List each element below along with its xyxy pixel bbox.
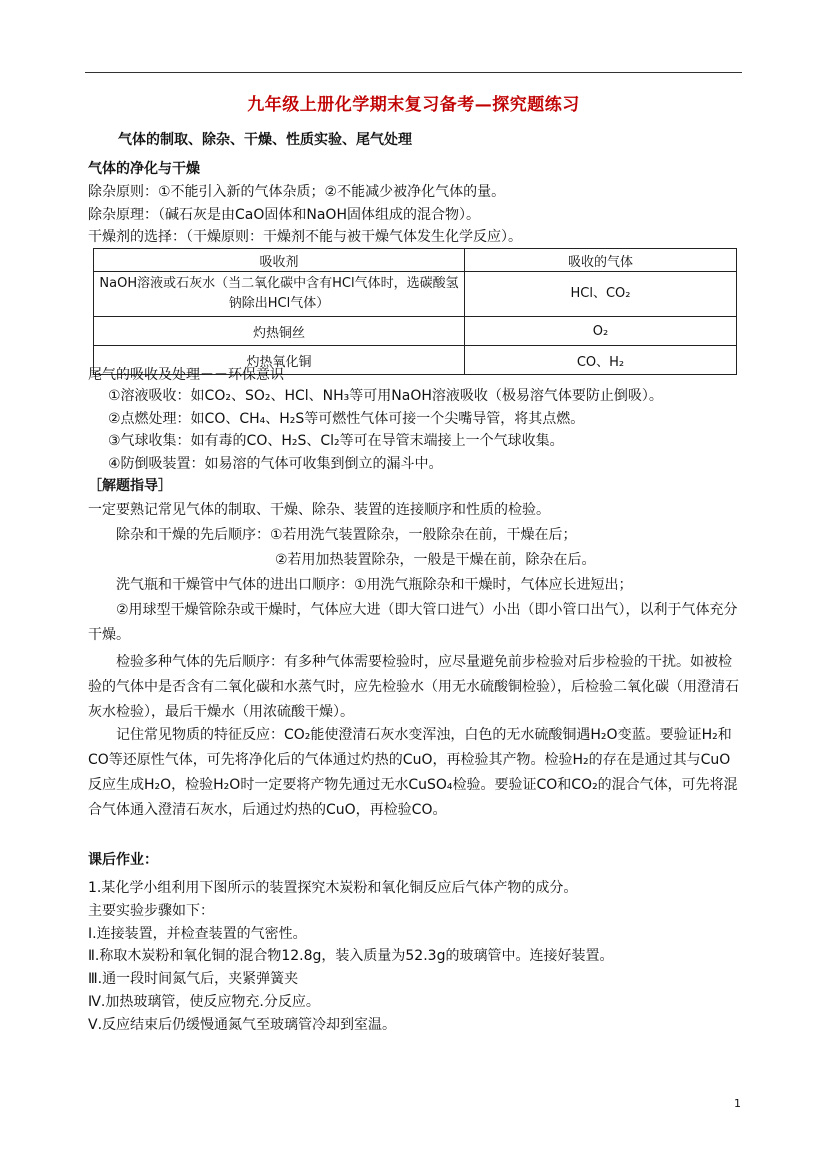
subtitle: 气体的制取、除杂、干燥、性质实验、尾气处理 <box>118 132 412 148</box>
header-rule <box>85 72 742 73</box>
tail-gas-item: ②点燃处理：如CO、CH₄、H₂S等可燃性气体可接一个尖嘴导管，将其点燃。 <box>108 411 585 427</box>
step-item: Ⅰ.连接装置，并检查装置的气密性。 <box>88 926 307 942</box>
guide-check-order: 检验多种气体的先后顺序：有多种气体需要检验时，应尽量避免前步检验对后步检验的干扰。如被检验的气体中是否含有二氧化碳和水蒸气时，应先检验水（用无水硫酸铜检验），后检验二氧化碳（用澄清石灰水检验），最后干燥水（用浓硫酸干燥）。 <box>88 654 739 720</box>
absorbent-table <box>93 248 737 375</box>
removal-principle: 除杂原则：①不能引入新的气体杂质；②不能减少被净化气体的量。 <box>88 184 506 200</box>
guide-intro: 一定要熟记常见气体的制取、干燥、除杂、装置的连接顺序和性质的检验。 <box>88 502 550 518</box>
page-title: 九年级上册化学期末复习备考—探究题练习 <box>247 95 580 115</box>
guide-heading: ［解题指导］ <box>88 478 172 494</box>
tail-gas-item: ③气球收集：如有毒的CO、H₂S、Cl₂等可在导管末端接上一个气球收集。 <box>108 433 564 449</box>
table-header-absorbent: 吸收剂 <box>94 249 465 272</box>
table-header-row <box>94 249 737 272</box>
steps-intro: 主要实验步骤如下： <box>88 903 214 919</box>
step-item: Ⅲ.通一段时间氮气后，夹紧弹簧夹 <box>88 971 299 987</box>
step-item: Ⅴ.反应结束后仍缓慢通氮气至玻璃管冷却到室温。 <box>88 1017 397 1033</box>
guide-order-1: 除杂和干燥的先后顺序：①若用洗气装置除杂，一般除杂在前，干燥在后； <box>116 527 577 543</box>
table-cell: CO、H₂ <box>465 346 737 375</box>
table-header-gas: 吸收的气体 <box>465 249 737 272</box>
desiccant-selection: 干燥剂的选择：（干燥原则：干燥剂不能与被干燥气体发生化学反应）。 <box>88 229 522 245</box>
guide-flow-2: ②用球型干燥管除杂或干燥时，气体应大进（即大管口进气）小出（即小管口出气），以利于气体充分干燥。 <box>88 602 738 643</box>
table-cell: 灼热氧化铜 <box>94 346 465 375</box>
table-cell: HCl、CO₂ <box>465 272 737 317</box>
table-cell: 灼热铜丝 <box>94 317 465 346</box>
guide-features: 记住常见物质的特征反应：CO₂能使澄清石灰水变浑浊，白色的无水硫酸铜遇H₂O变蓝。要验证H₂和CO等还原性气体，可先将净化后的气体通过灼热的CuO，再检验其产物。检验H₂的存在是通过其与CuO反应生成H₂O，检验H₂O时一定要将产物先通过无水CuSO₄检验。要验证CO和CO₂的混合气体，可先将混合气体通入澄清石灰水，后通过灼热的CuO，再检验CO。 <box>88 727 738 818</box>
section-heading-purification: 气体的净化与干燥 <box>88 161 200 177</box>
table-row <box>94 272 737 317</box>
guide-order-2: ②若用加热装置除杂，一般是干燥在前，除杂在后。 <box>275 552 596 568</box>
table-cell: O₂ <box>465 317 737 346</box>
guide-flow-1: 洗气瓶和干燥管中气体的进出口顺序：①用洗气瓶除杂和干燥时，气体应长进短出； <box>116 577 633 593</box>
tail-gas-item: ④防倒吸装置：如易溶的气体可收集到倒立的漏斗中。 <box>108 456 443 472</box>
table-cell: NaOH溶液或石灰水（当二氧化碳中含有HCl气体时，选碳酸氢钠除出HCl气体） <box>94 272 465 317</box>
homework-heading: 课后作业： <box>88 852 158 868</box>
removal-mechanism: 除杂原理：（碱石灰是由CaO固体和NaOH固体组成的混合物）。 <box>88 207 480 223</box>
step-item: Ⅳ.加热玻璃管，使反应物充.分反应。 <box>88 994 320 1010</box>
question-1: 1.某化学小组利用下图所示的装置探究木炭粉和氧化铜反应后气体产物的成分。 <box>88 880 578 896</box>
step-item: Ⅱ.称取木炭粉和氧化铜的混合物12.8g，装入质量为52.3g的玻璃管中。连接好装置。 <box>88 948 614 964</box>
table-row <box>94 317 737 346</box>
tail-gas-heading: 尾气的吸收及处理－－环保意识 <box>88 367 284 383</box>
tail-gas-item: ①溶液吸收：如CO₂、SO₂、HCl、NH₃等可用NaOH溶液吸收（极易溶气体要防止倒吸）。 <box>108 388 663 404</box>
page-number: 1 <box>734 1097 741 1110</box>
